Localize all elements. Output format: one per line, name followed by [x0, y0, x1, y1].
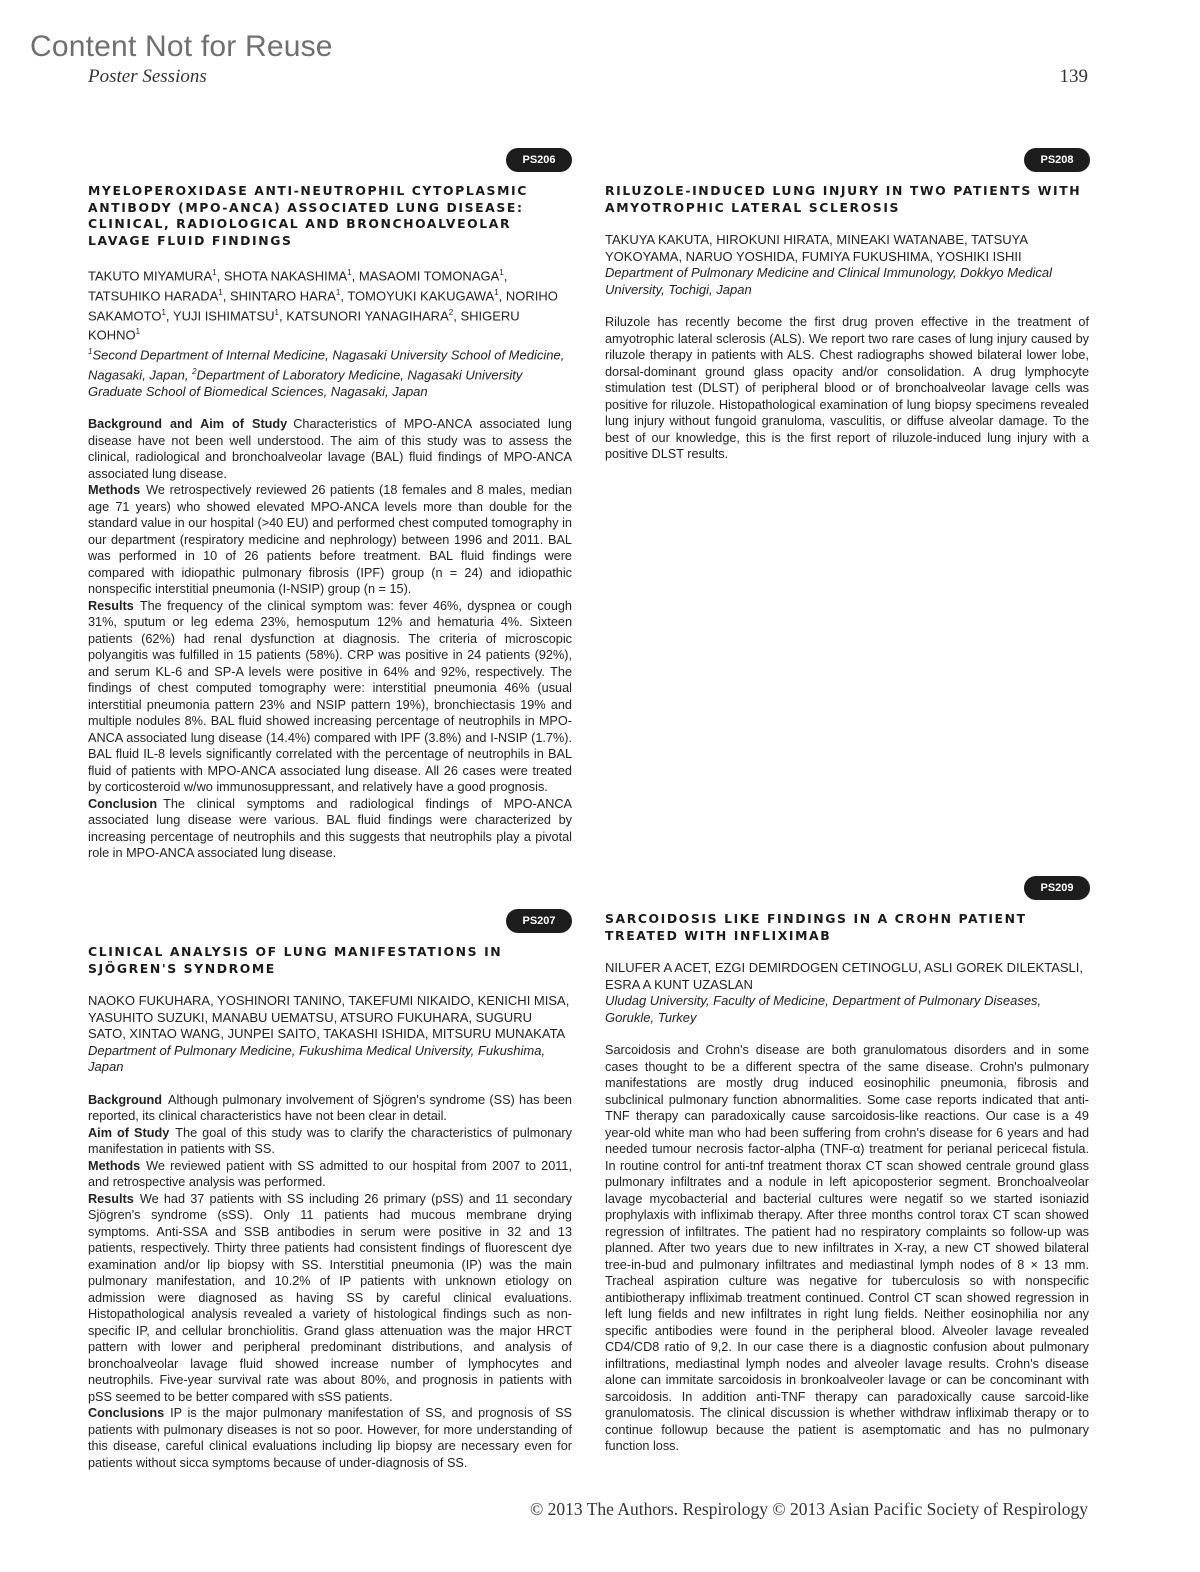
author-name: YUJI ISHIMATSU	[172, 307, 275, 323]
section-conclusions	[88, 1405, 572, 1471]
section-aim	[88, 1125, 572, 1158]
section-background	[88, 1092, 572, 1125]
author-list: TAKUYA KAKUTA, HIROKUNI HIRATA, MINEAKI WATANABE, TATSUYA YOKOYAMA, NARUO YOSHIDA, FUMIYA FUKUSHIMA, YOSHIKI ISHII	[605, 232, 1028, 264]
section-label: Methods	[88, 1158, 141, 1173]
section-methods	[88, 1158, 572, 1191]
author-name: SHINTARO HARA	[229, 288, 336, 304]
section-label: Conclusions	[88, 1406, 165, 1420]
author-affiliation-mark: 2	[448, 307, 454, 317]
author-affiliation-mark: 1	[212, 268, 217, 277]
section-conclusion	[88, 796, 572, 862]
section-label: Background and Aim of Study	[88, 417, 288, 432]
title-line: TREATED WITH INFLIXIMAB	[605, 927, 832, 943]
title-line: AMYOTROPHIC LATERAL SCLEROSIS	[605, 199, 901, 215]
section-label: Aim of Study	[88, 1125, 170, 1140]
section-label: Methods	[88, 483, 141, 498]
section-results	[88, 598, 572, 796]
author-affiliation-mark: 1	[218, 287, 223, 297]
author-list: NILUFER A ACET, EZGI DEMIRDOGEN CETINOGLU, ASLI GOREK DILEKTASLI, ESRA A KUNT UZASLAN	[605, 960, 1083, 992]
abstract-ps207	[88, 944, 572, 1471]
title-line: CLINICAL ANALYSIS OF LUNG MANIFESTATIONS IN	[88, 944, 503, 959]
copyright-footer: © 2013 The Authors. Respirology © 2013 Asian Pacific Society of Respirology	[529, 1499, 1088, 1519]
title-line: ANTIBODY (MPO-ANCA) ASSOCIATED LUNG DISEASE:	[88, 199, 524, 215]
author-affiliation-mark: 1	[161, 307, 166, 317]
section-background	[88, 416, 572, 482]
affiliation: Uludag University, Faculty of Medicine, Department of Pulmonary Diseases, Gorukle, Turkey	[605, 993, 1042, 1025]
abstract-ps206	[88, 183, 572, 862]
abstract-title	[88, 183, 572, 249]
section-text: Although pulmonary involvement of Sjögren's syndrome (SS) has been reported, its clinical characteristics have not been clear in detail.	[88, 1092, 572, 1123]
section-text: We reviewed patient with SS admitted to our hospital from 2007 to 2011, and retrospective analysis was performed.	[88, 1158, 572, 1189]
author-name: SHOTA NAKASHIMA	[223, 268, 348, 284]
section-text: Characteristics of MPO-ANCA associated lung disease have not been well understood. The aim of this study was to assess the clinical, radiological and bronchoalveolar lavage (BAL) fluid findings of MPO-ANCA associated lung disease.	[88, 417, 572, 481]
abstract-text: Sarcoidosis and Crohn's disease are both granulomatous disorders and in some cases thought to be a different spectra of the same disease. Crohn's pulmonary manifestations are mostly drug induced eosinophilic pneumonia, fibrosis and subclinical pulmonary function abnormalities. Some case reports indicated that anti-TNF therapy can paradoxically cause sarcoidosis-like reactions. Our case is a 49 year-old white man who had been suffering from crohn's disease for 6 years and had needed tumour necrosis factor-alpha (TNF-α) treatment for perianal pericecal fistula. In routine control for anti-tnf treatment thorax CT scan showed centrale ground glass pulmonary infiltrates and a nodule in left apicoposterior segment. Bronchoalveolar lavage mycobacterial and bacterial cultures were negatif so we started isoniazid prophylaxis with infliximab therapy. After three months control torax CT scan showed regression of infiltrates. The patient had no respiratory complaints so follow-up was planned. After two years due to new infiltrates in X-ray, a new CT showed bilateral tree-in-bud and pulmonary infiltrates and mediastinal lymph nodes of 8 × 13 mm. Tracheal aspiration culture was negative for tuberculosis so with nonspecific antibiotherapy infliximab treatment continued. Control CT scan showed regression in left lung fields and new infiltrates in right lung fields. Neither eosinophilia nor any specific antibodies were found in the peripheral blood. Alveoler lavage revealed CD4/CD8 ratio of 9,2. In our case there is a diagnostic confusion about pulmonary infiltrations, mediastinal lymph nodes and alveoler lavage results. Crohn's disease alone can immitate sarcoidosis in bronkoalveoler lavage or can be concominant with sarcoidosis. In addition anti-TNF therapy can paradoxically cause sarcoid-like granulomatosis. The clinical discussion is whether withdraw infliximab therapy or to continue followup because the patient is asemptomatic and has no pulmonary function loss.	[605, 1043, 1089, 1453]
watermark: Content Not for Reuse	[30, 30, 333, 63]
abstract-badge-ps207: PS207	[506, 909, 572, 933]
author-affiliation-mark: 1	[347, 268, 352, 277]
abstract-badge-ps206: PS206	[506, 148, 572, 172]
section-label: Results	[88, 1191, 134, 1206]
abstract-body	[88, 1092, 572, 1472]
section-label: Conclusion	[88, 796, 158, 811]
title-line: CLINICAL, RADIOLOGICAL AND BRONCHOALVEOLAR	[88, 216, 512, 231]
author-name: KATSUNORI YANAGIHARA	[286, 307, 449, 323]
section-label: Results	[88, 598, 134, 613]
author-name: MASAOMI TOMONAGA	[358, 268, 500, 284]
section-text: The frequency of the clinical symptom was: fever 46%, dyspnea or cough 31%, sputum or leg edema 23%, hemosputum 12% and hematuria 4%. Sixteen patients (62%) had renal dysfunction at diagnosis. The criteria of microscopic polyangitis was fulfilled in 15 patients (58%). CRP was positive in 24 patients (92%), and serum KL-6 and SP-A levels were positive in 64% and 92%, respectively. The findings of chest computed tomography were: interstitial pneumonia 46% (usual interstitial pneumonia pattern 23% and NSIP pattern 19%), bronchiectasis 19% and multiple nodules 8%. BAL fluid showed increasing percentage of neutrophils in MPO-ANCA associated lung disease (14.4%) compared with IPF (3.8%) and I-NSIP (1.7%). BAL fluid IL-8 levels significantly correlated with the percentage of neutrophils in BAL fluid of patients with MPO-ANCA associated lung disease. All 26 cases were treated by corticosteroid w/wo immunosuppressant, and relatively have a good prognosis.	[88, 598, 572, 795]
abstract-body	[605, 314, 1089, 463]
running-head: Poster Sessions	[88, 66, 207, 87]
abstract-body	[605, 1042, 1089, 1455]
affiliation-mark: 2	[192, 367, 197, 377]
title-line: SARCOIDOSIS LIKE FINDINGS IN A CROHN PATIENT	[605, 911, 1027, 926]
title-line: SJÖGREN'S SYNDROME	[88, 960, 276, 976]
author-affiliation-mark: 1	[499, 268, 504, 277]
affiliation: Department of Pulmonary Medicine, Fukushima Medical University, Fukushima, Japan	[88, 1042, 546, 1074]
affiliation-text: Second Department of Internal Medicine, Nagasaki University School of Medicine, Nagasaki, Japan,	[88, 347, 565, 383]
section-text: We had 37 patients with SS including 26 primary (pSS) and 11 secondary Sjögren's syndrome (sSS). Only 11 patients had mucous membrane drying symptoms. Anti-SSA and SSB antibodies in serum were positive in 32 and 13 patients, respectively. Thirty three patients had consistent findings of fluorescent dye examination and/or lip biopsy with SS. Interstitial pneumonia (IP) was the main pulmonary manifestation, and 10.2% of IP patients with unknown etiology on admission were diagnosed as having SS by careful clinical evaluations. Histopathological analysis revealed a variety of histological findings such as non-specific IP, and cellular bronchiolitis. Grand glass attenuation was the major HRCT pattern with lower and peripheral predominant distributions, and analysis of bronchoalveolar lavage fluid showed increase number of lymphocytes and neutrophils. Five-year survival rate was about 80%, and prognosis in patients with pSS seemed to be better compared with sSS patients.	[88, 1191, 572, 1404]
title-line: LAVAGE FLUID FINDINGS	[88, 232, 293, 248]
author-list: TAKUTO MIYAMURA$^1$, SHOTA NAKASHIMA$^1$, MASAOMI TOMONAGA$^1$, TATSUHIKO HARADA$^1$, SHINTARO HARA$^1$, TOMOYUKI KAKUGAWA$^1$, NORIHO SAKAMOTO$^1$, YUJI ISHIMATSU$^1$, KATSUNORI YANAGIHARA$^2$, SHIGERU KOHNO$^1$	[88, 268, 558, 343]
abstract-body	[88, 416, 572, 862]
title-line: MYELOPEROXIDASE ANTI-NEUTROPHIL CYTOPLASMIC	[88, 183, 528, 198]
abstract-title	[605, 183, 1089, 216]
section-results	[88, 1191, 572, 1406]
affiliation-mark: 1	[88, 347, 93, 357]
author-affiliation-mark: 1	[135, 327, 141, 337]
author-name: NORIHO SAKAMOTO	[88, 288, 558, 323]
author-name: TATSUHIKO HARADA	[88, 288, 219, 304]
section-text: The goal of this study was to clarify the characteristics of pulmonary manifestation in patients with SS.	[88, 1125, 572, 1156]
author-name: SHIGERU KOHNO	[88, 307, 520, 343]
author-affiliation-mark: 1	[274, 307, 279, 317]
abstract-ps209	[605, 911, 1089, 1455]
author-affiliation-mark: 1	[335, 287, 341, 297]
abstract-ps208	[605, 183, 1089, 463]
author-list: NAOKO FUKUHARA, YOSHINORI TANINO, TAKEFUMI NIKAIDO, KENICHI MISA, YASUHITO SUZUKI, MANABU UEMATSU, ATSURO FUKUHARA, SUGURU SATO, XINTAO WANG, JUNPEI SAITO, TAKASHI ISHIDA, MITSURU MUNAKATA	[88, 993, 570, 1041]
affiliation-text: Department of Laboratory Medicine, Nagasaki University Graduate School of Biomedical Sciences, Nagasaki, Japan	[88, 367, 523, 399]
section-text: The clinical symptoms and radiological findings of MPO-ANCA associated lung disease were various. BAL fluid findings were characterized by increasing percentage of neutrophils and this suggests that neutrophils play a pivotal role in MPO-ANCA associated lung disease.	[88, 796, 572, 861]
section-label: Background	[88, 1092, 163, 1107]
section-text: We retrospectively reviewed 26 patients (18 females and 8 males, median age 71 years) who showed elevated MPO-ANCA levels more than double for the standard value in our hospital (>40 EU) and performed chest computed tomography in our department (respiratory medicine and nephrology) between 1996 and 2011. BAL was performed in 10 of 26 patients before treatment. BAL fluid findings were compared with idiopathic pulmonary fibrosis (IPF) group (n = 24) and idiopathic nonspecific interstitial pneumonia (I-NSIP) group (n = 15).	[88, 483, 572, 597]
page-number: 139	[1059, 66, 1088, 87]
affiliation: Department of Pulmonary Medicine and Clinical Immunology, Dokkyo Medical University, Tochigi, Japan	[605, 265, 1053, 297]
abstract-badge-ps208: PS208	[1024, 148, 1090, 172]
author-affiliation-mark: 1	[494, 287, 499, 297]
author-name: TOMOYUKI KAKUGAWA	[347, 288, 495, 304]
title-line: RILUZOLE-INDUCED LUNG INJURY IN TWO PATIENTS WITH	[605, 183, 1082, 198]
abstract-badge-ps209: PS209	[1024, 876, 1090, 900]
section-methods	[88, 482, 572, 598]
section-text: IP is the major pulmonary manifestation of SS, and prognosis of SS patients with pulmonary diseases is not so poor. However, for more understanding of this disease, careful clinical evaluations including lip biopsy are necessary even for patients without sicca symptoms because of under-diagnosis of SS.	[88, 1406, 572, 1470]
author-name: TAKUTO MIYAMURA	[88, 268, 213, 284]
abstract-title	[88, 944, 572, 977]
abstract-title	[605, 911, 1089, 944]
abstract-text: Riluzole has recently become the first drug proven effective in the treatment of amyotrophic lateral sclerosis (ALS). We report two rare cases of lung injury caused by riluzole therapy in patients with ALS. Chest radiographs showed bilateral lower lobe, dorsal-dominant ground glass opacity and/or consolidation. A drug lymphocyte stimulation test (DLST) of peripheral blood or of bronchoalveolar lavage cells was positive for riluzole. Histopathological examination of lung biopsy specimens revealed lung injury without fungoid granuloma, vasculitis, or diffuse alveolar damage. To the best of our knowledge, this is the first report of riluzole-induced lung injury with a positive DLST results.	[605, 315, 1089, 461]
affiliation	[88, 344, 572, 400]
